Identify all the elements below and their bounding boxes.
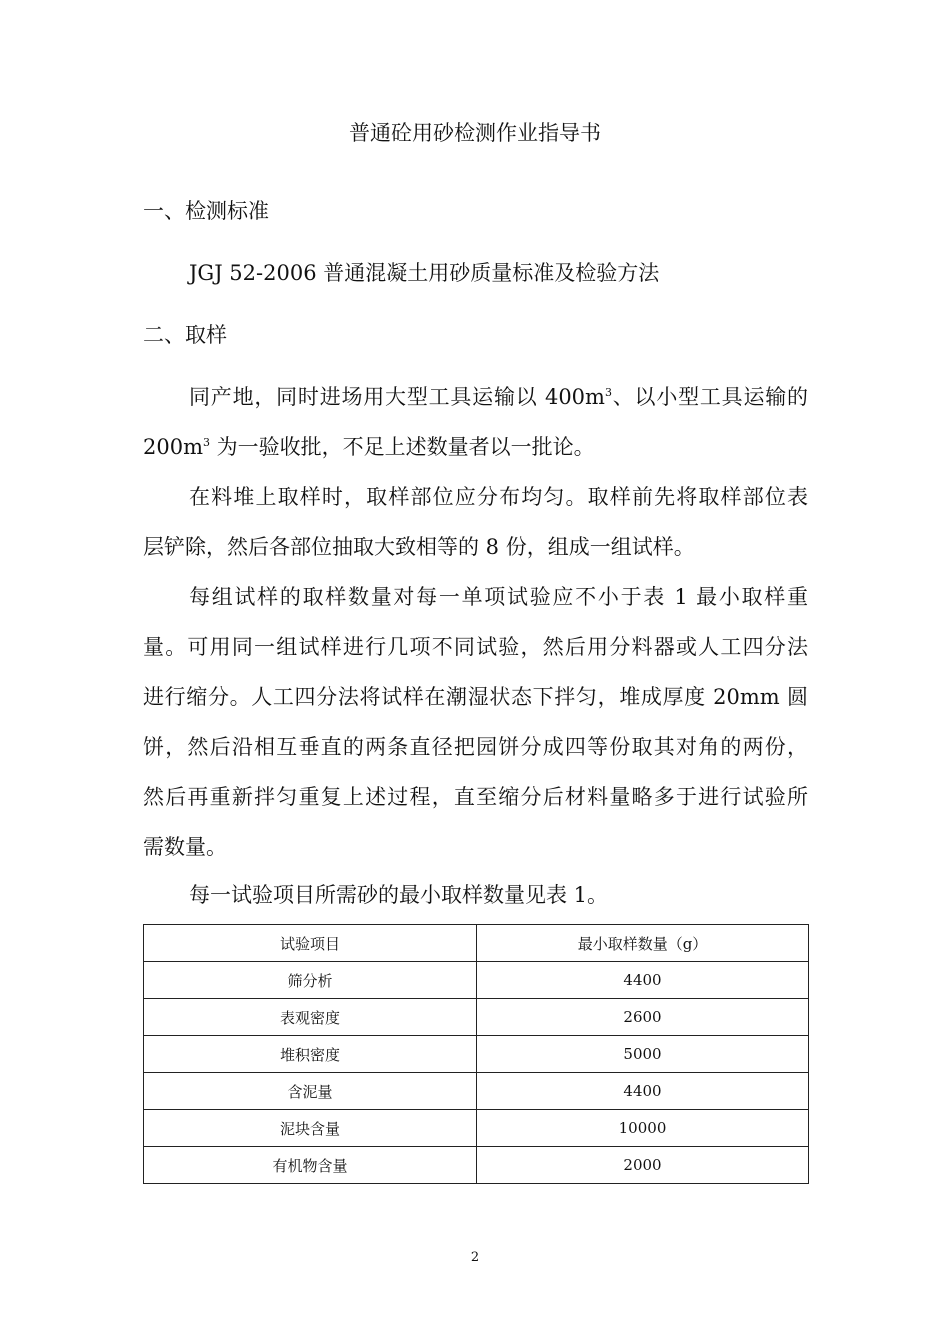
table-cell-item: 有机物含量 — [144, 1147, 477, 1184]
para3-line: 饼，然后沿相互垂直的两条直径把园饼分成四等份取其对角的两份， — [143, 735, 808, 759]
section-heading-standard: 一、检测标准 — [143, 199, 269, 223]
table-cell-item: 泥块含量 — [144, 1110, 477, 1147]
table-header-cell: 试验项目 — [144, 925, 477, 962]
cubic-superscript: 3 — [604, 386, 612, 399]
para4-line: 每一试验项目所需砂的最小取样数量见表 1。 — [189, 883, 609, 907]
para3-line: 每组试样的取样数量对每一单项试验应不小于表 1 最小取样重 — [189, 585, 808, 609]
table-row — [144, 1073, 809, 1110]
standard-reference: JGJ 52-2006 普通混凝土用砂质量标准及检验方法 — [189, 261, 660, 285]
table-cell-quantity: 4400 — [477, 1073, 809, 1110]
table-cell-item: 含泥量 — [144, 1073, 477, 1110]
para1-line1 — [189, 382, 808, 412]
para1-line2-text-a: 200m — [143, 435, 203, 459]
document-title: 普通砼用砂检测作业指导书 — [349, 121, 601, 145]
table-row — [144, 1036, 809, 1073]
table-cell-quantity: 2000 — [477, 1147, 809, 1184]
table-cell-quantity: 5000 — [477, 1036, 809, 1073]
para3-line: 需数量。 — [143, 835, 227, 859]
para3-line: 进行缩分。人工四分法将试样在潮湿状态下拌匀，堆成厚度 20mm 圆 — [143, 685, 808, 709]
para3-line: 然后再重新拌匀重复上述过程，直至缩分后材料量略多于进行试验所 — [143, 785, 808, 809]
table-header-cell: 最小取样数量（g） — [477, 925, 809, 962]
section-heading-sampling: 二、取样 — [143, 323, 227, 347]
para1-line2 — [143, 432, 808, 462]
para1-line2-text-b: 为一验收批，不足上述数量者以一批论。 — [210, 435, 595, 459]
table-cell-item: 表观密度 — [144, 999, 477, 1036]
table-row — [144, 999, 809, 1036]
para2-line: 在料堆上取样时，取样部位应分布均匀。取样前先将取样部位表 — [189, 485, 808, 509]
table-cell-quantity: 4400 — [477, 962, 809, 999]
table-row — [144, 1110, 809, 1147]
table-cell-item: 堆积密度 — [144, 1036, 477, 1073]
table-cell-quantity: 2600 — [477, 999, 809, 1036]
table-cell-quantity: 10000 — [477, 1110, 809, 1147]
cubic-superscript: 3 — [203, 436, 210, 449]
page-number: 2 — [470, 1250, 480, 1265]
sampling-quantity-table — [143, 924, 809, 1184]
table-header-row — [144, 925, 809, 962]
para2-line: 层铲除，然后各部位抽取大致相等的 8 份，组成一组试样。 — [143, 535, 695, 559]
table-row — [144, 1147, 809, 1184]
table-cell-item: 筛分析 — [144, 962, 477, 999]
para1-line1-text-b: 、以小型工具运输的 — [611, 385, 809, 409]
para1-line1-text-a: 同产地，同时进场用大型工具运输以 400m — [189, 385, 605, 409]
table-row — [144, 962, 809, 999]
para3-line: 量。可用同一组试样进行几项不同试验，然后用分料器或人工四分法 — [143, 635, 808, 659]
